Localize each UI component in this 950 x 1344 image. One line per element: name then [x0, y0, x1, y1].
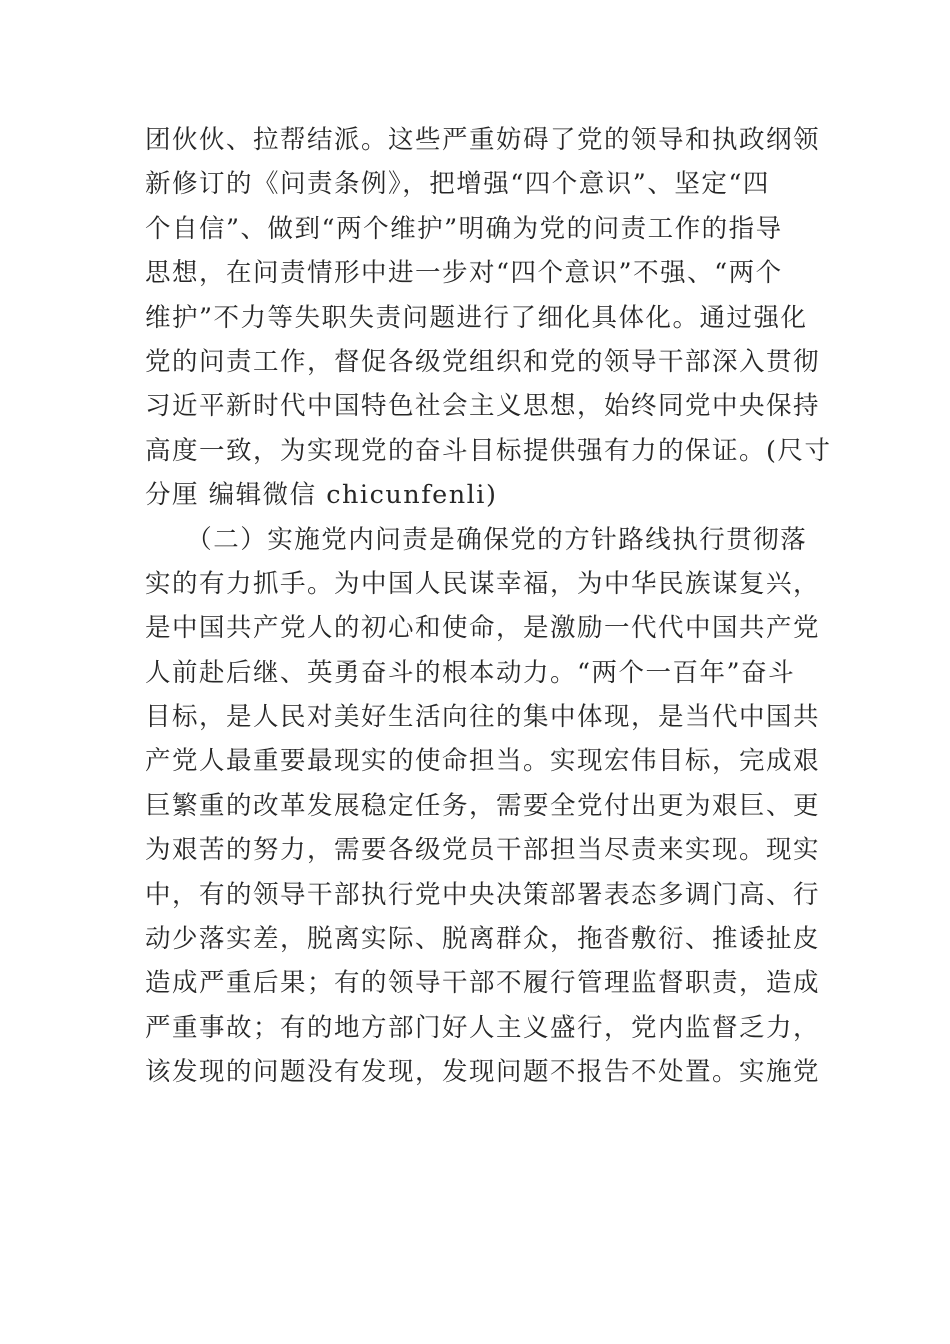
text-line: 是中国共产党人的初心和使命，是激励一代代中国共产党: [145, 613, 821, 644]
text-line: 造成严重后果；有的领导干部不履行管理监督职责，造成: [145, 968, 821, 999]
text-line: 该发现的问题没有发现，发现问题不报告不处置。实施党: [145, 1057, 821, 1088]
text-line: 团伙伙、拉帮结派。这些严重妨碍了党的领导和执政纲领: [145, 125, 821, 155]
text-line: 中，有的领导干部执行党中央决策部署表态多调门高、行: [145, 879, 821, 910]
text-line: 巨繁重的改革发展稳定任务，需要全党付出更为艰巨、更: [145, 790, 821, 821]
text-line: 分厘 编辑微信 chicunfenli): [145, 480, 498, 511]
text-line: 动少落实差，脱离实际、脱离群众，拖沓敷衍、推诿扯皮: [145, 924, 821, 955]
body-text: [145, 118, 832, 1095]
text-line: 党的问责工作，督促各级党组织和党的领导干部深入贯彻: [145, 346, 821, 377]
text-line: 习近平新时代中国特色社会主义思想，始终同党中央保持: [145, 391, 821, 422]
text-line: 新修订的《问责条例》，把增强“四个意识”、坚定“四: [145, 169, 770, 200]
section-heading-line: （二）实施党内问责是确保党的方针路线执行贯彻落: [145, 524, 808, 555]
text-line: 高度一致，为实现党的奋斗目标提供强有力的保证。(尺寸: [145, 435, 832, 466]
text-line: 实的有力抓手。为中国人民谋幸福，为中华民族谋复兴，: [145, 568, 821, 599]
text-line: 个自信”、做到“两个维护”明确为党的问责工作的指导: [145, 213, 783, 244]
text-line: 产党人最重要最现实的使命担当。实现宏伟目标，完成艰: [145, 746, 821, 777]
text-line: 人前赴后继、英勇奋斗的根本动力。“两个一百年”奋斗: [145, 657, 796, 688]
text-line: 维护”不力等失职失责问题进行了细化具体化。通过强化: [145, 302, 808, 333]
text-line: 为艰苦的努力，需要各级党员干部担当尽责来实现。现实: [145, 835, 821, 866]
text-line: 严重事故；有的地方部门好人主义盛行，党内监督乏力，: [145, 1012, 821, 1043]
text-line: 目标，是人民对美好生活向往的集中体现，是当代中国共: [145, 702, 821, 733]
text-line: 思想，在问责情形中进一步对“四个意识”不强、“两个: [145, 258, 783, 289]
